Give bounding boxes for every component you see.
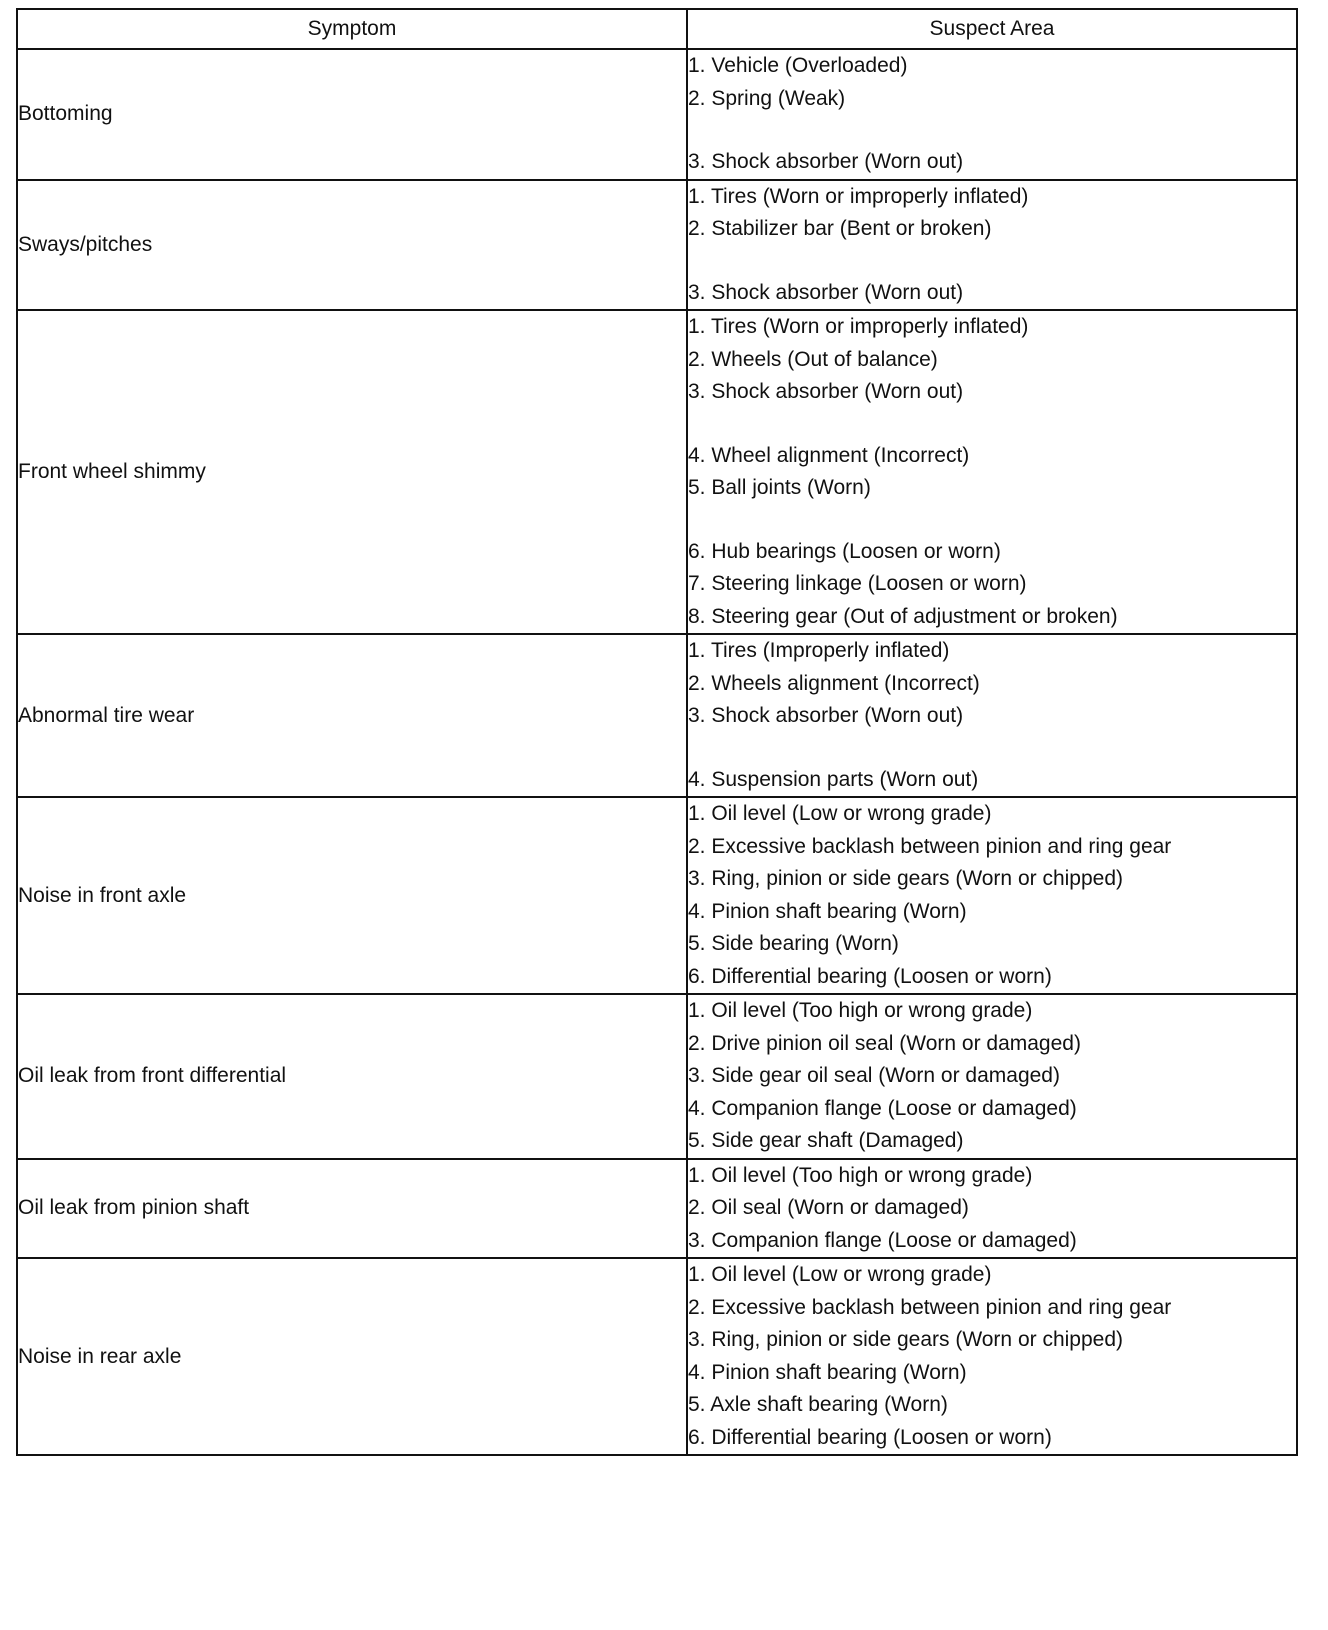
- suspect-area-item: 6. Hub bearings (Loosen or worn): [688, 539, 1001, 563]
- suspect-area-cell: [687, 797, 1297, 994]
- suspect-area-item: 5. Side bearing (Worn): [688, 932, 899, 955]
- suspect-area-item: 2. Stabilizer bar (Bent or broken): [688, 217, 992, 240]
- suspect-area-item: 5. Ball joints (Worn): [688, 476, 871, 499]
- suspect-area-item: 3. Ring, pinion or side gears (Worn or chipped): [688, 867, 1124, 890]
- symptom-cell: Oil leak from front differential: [17, 994, 687, 1159]
- suspect-area-item: 3. Side gear oil seal (Worn or damaged): [688, 1064, 1060, 1087]
- suspect-area-item: 2. Wheels alignment (Incorrect): [688, 671, 980, 695]
- suspect-area-item: 1. Tires (Worn or improperly inflated): [688, 315, 1029, 338]
- suspect-area-column-header: Suspect Area: [687, 9, 1297, 49]
- suspect-area-list: [688, 635, 1296, 796]
- suspect-area-item: 1. Oil level (Low or wrong grade): [688, 802, 992, 825]
- table-row: [17, 797, 1297, 994]
- symptom-cell: Noise in rear axle: [17, 1258, 687, 1455]
- suspect-area-list: [688, 798, 1296, 993]
- suspect-area-cell: [687, 1159, 1297, 1259]
- header-row: [17, 9, 1297, 49]
- suspect-area-cell: [687, 634, 1297, 797]
- suspect-area-item: 6. Differential bearing (Loosen or worn): [688, 1425, 1052, 1449]
- suspect-area-list: [688, 1160, 1296, 1258]
- suspect-area-item: 1. Tires (Worn or improperly inflated): [688, 184, 1029, 208]
- suspect-area-cell: [687, 180, 1297, 311]
- symptom-cell: Abnormal tire wear: [17, 634, 687, 797]
- suspect-area-item: 3. Companion flange (Loose or damaged): [688, 1228, 1077, 1252]
- suspect-area-cell: [687, 310, 1297, 634]
- suspect-area-item: 3. Ring, pinion or side gears (Worn or chipped): [688, 1328, 1124, 1351]
- suspect-area-item: 6. Differential bearing (Loosen or worn): [688, 964, 1052, 988]
- suspect-area-item: 7. Steering linkage (Loosen or worn): [688, 572, 1027, 595]
- suspect-area-list: [688, 181, 1296, 310]
- table-row: [17, 49, 1297, 180]
- suspect-area-item: 4. Suspension parts (Worn out): [688, 767, 979, 791]
- symptom-cell: Sways/pitches: [17, 180, 687, 311]
- suspect-area-item: 3. Shock absorber (Worn out): [688, 150, 964, 173]
- suspect-area-item: 1. Vehicle (Overloaded): [688, 54, 908, 77]
- suspect-area-item: 3. Shock absorber (Worn out): [688, 280, 964, 304]
- suspect-area-item: 2. Oil seal (Worn or damaged): [688, 1196, 969, 1219]
- suspect-area-item: 2. Drive pinion oil seal (Worn or damaged): [688, 1031, 1081, 1055]
- suspect-area-item: 2. Wheels (Out of balance): [688, 347, 938, 371]
- troubleshooting-table: [16, 8, 1298, 1456]
- table-body: [17, 49, 1297, 1455]
- symptom-cell: Bottoming: [17, 49, 687, 180]
- symptom-cell: Oil leak from pinion shaft: [17, 1159, 687, 1259]
- suspect-area-cell: [687, 1258, 1297, 1455]
- table-row: [17, 180, 1297, 311]
- suspect-area-list: [688, 50, 1296, 179]
- suspect-area-item: 4. Wheel alignment (Incorrect): [688, 443, 970, 467]
- table-row: [17, 994, 1297, 1159]
- suspect-area-item: 3. Shock absorber (Worn out): [688, 380, 964, 403]
- suspect-area-item: 1. Oil level (Low or wrong grade): [688, 1263, 992, 1286]
- suspect-area-item: 5. Side gear shaft (Damaged): [688, 1129, 964, 1152]
- suspect-area-item: 5. Axle shaft bearing (Worn): [688, 1393, 948, 1416]
- suspect-area-list: [688, 1259, 1296, 1454]
- suspect-area-cell: [687, 994, 1297, 1159]
- suspect-area-item: 4. Pinion shaft bearing (Worn): [688, 899, 967, 923]
- suspect-area-item: 2. Spring (Weak): [688, 86, 846, 110]
- symptom-column-header: Symptom: [17, 9, 687, 49]
- suspect-area-list: [688, 311, 1296, 633]
- suspect-area-item: 1. Oil level (Too high or wrong grade): [688, 999, 1033, 1022]
- symptom-cell: Front wheel shimmy: [17, 310, 687, 634]
- suspect-area-item: 2. Excessive backlash between pinion and ring gear: [688, 834, 1172, 858]
- suspect-area-item: 4. Companion flange (Loose or damaged): [688, 1096, 1077, 1120]
- suspect-area-item: 3. Shock absorber (Worn out): [688, 704, 964, 727]
- suspect-area-cell: [687, 49, 1297, 180]
- table-row: [17, 1258, 1297, 1455]
- suspect-area-item: 8. Steering gear (Out of adjustment or broken): [688, 604, 1118, 628]
- suspect-area-item: 1. Tires (Improperly inflated): [688, 639, 950, 662]
- table-row: [17, 634, 1297, 797]
- suspect-area-item: 4. Pinion shaft bearing (Worn): [688, 1360, 967, 1384]
- symptom-cell: Noise in front axle: [17, 797, 687, 994]
- suspect-area-list: [688, 995, 1296, 1158]
- table-row: [17, 1159, 1297, 1259]
- suspect-area-item: 1. Oil level (Too high or wrong grade): [688, 1163, 1033, 1187]
- table-row: [17, 310, 1297, 634]
- suspect-area-item: 2. Excessive backlash between pinion and ring gear: [688, 1295, 1172, 1319]
